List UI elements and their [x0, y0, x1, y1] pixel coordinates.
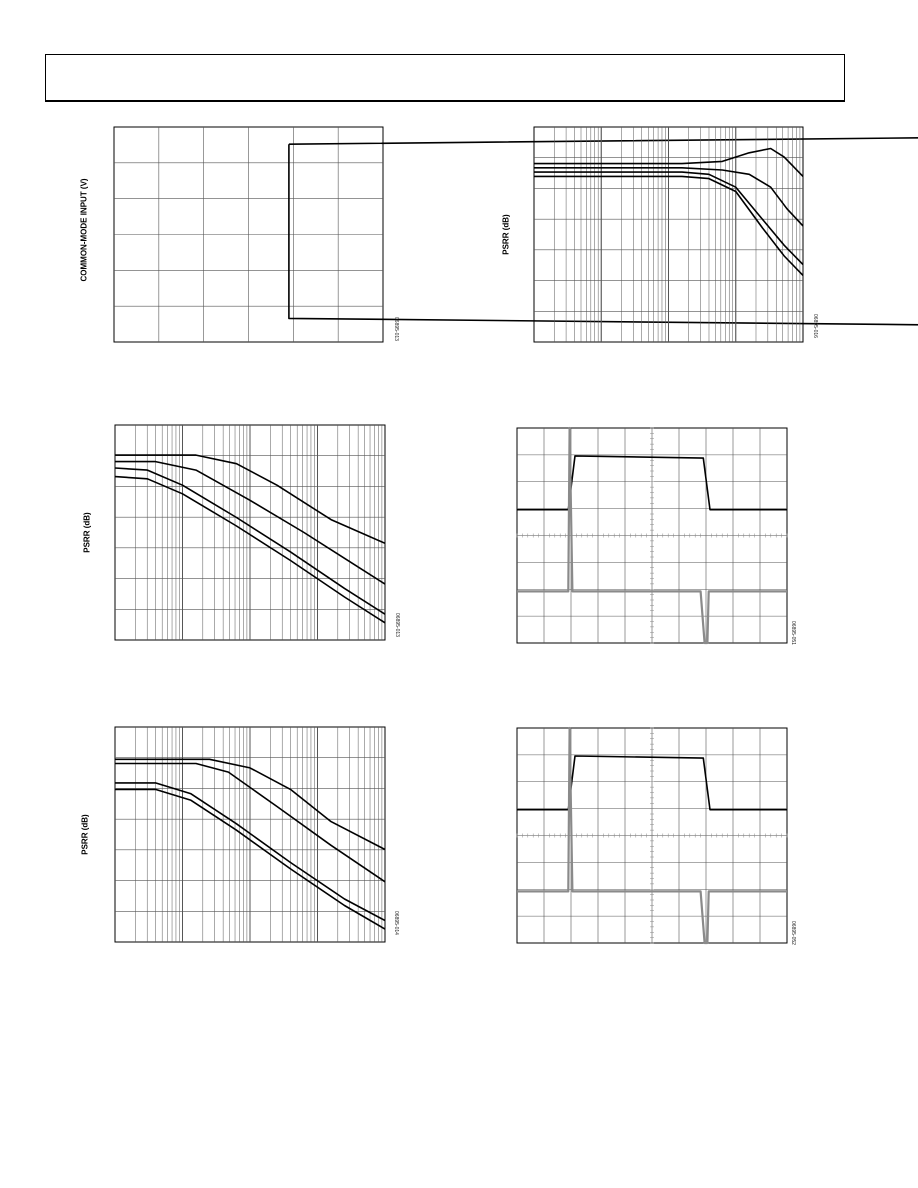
figure-id-label: 06895-013 — [393, 317, 399, 341]
figure-id-label: 06895-016 — [812, 314, 818, 338]
figure-id-label: 06895-013 — [394, 613, 400, 637]
figure-id-label: 06895-052 — [790, 921, 796, 945]
y-axis-label: PSRR (dB) — [80, 814, 90, 855]
figure-id-label: 06895-014 — [393, 911, 399, 935]
figure-id-label: 06895-051 — [790, 621, 796, 645]
y-axis-label: PSRR (dB) — [82, 512, 92, 553]
y-axis-label: PSRR (dB) — [501, 214, 511, 255]
y-axis-label: COMMON-MODE INPUT (V) — [79, 178, 89, 282]
